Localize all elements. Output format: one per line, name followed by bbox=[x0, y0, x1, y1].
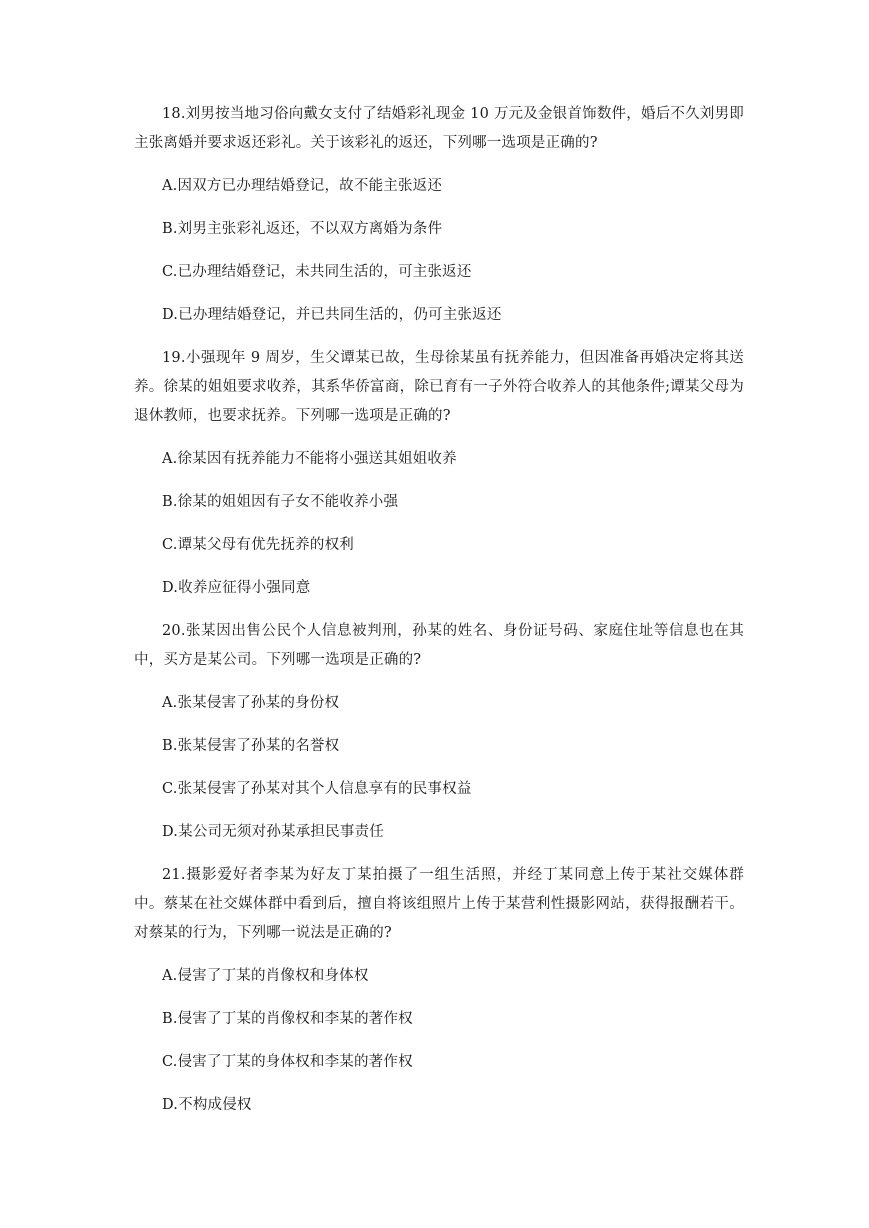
option-d: D.某公司无须对孙某承担民事责任 bbox=[162, 824, 384, 840]
option-d: D.收养应征得小强同意 bbox=[162, 580, 311, 596]
option-c: C.谭某父母有优先抚养的权利 bbox=[162, 537, 354, 553]
option-c: C.侵害了丁某的身体权和李某的著作权 bbox=[162, 1054, 413, 1070]
option-b: B.刘男主张彩礼返还，不以双方离婚为条件 bbox=[162, 221, 443, 237]
option-a: A.因双方已办理结婚登记，故不能主张返还 bbox=[162, 178, 443, 194]
option-b: B.张某侵害了孙某的名誉权 bbox=[162, 738, 340, 754]
question-stem: 18.刘男按当地习俗向戴女支付了结婚彩礼现金 10 万元及金银首饰数件，婚后不久刘男即主张离婚并要求返还彩礼。关于该彩礼的返还，下列哪一选项是正确的? bbox=[134, 106, 744, 151]
option-a: A.徐某因有抚养能力不能将小强送其姐姐收养 bbox=[162, 451, 457, 467]
option-b: B.侵害了丁某的肖像权和李某的著作权 bbox=[162, 1011, 413, 1027]
question-stem: 21.摄影爱好者李某为好友丁某拍摄了一组生活照，并经丁某同意上传于某社交媒体群中。蔡某在社交媒体群中看到后，擅自将该组照片上传于某营利性摄影网站，获得报酬若干。对蔡某的行为，下列哪一说法是正确的? bbox=[134, 867, 744, 941]
option-c: C.已办理结婚登记，未共同生活的，可主张返还 bbox=[162, 264, 472, 280]
question-stem: 20.张某因出售公民个人信息被判刑，孙某的姓名、身份证号码、家庭住址等信息也在其中，买方是某公司。下列哪一选项是正确的? bbox=[134, 623, 744, 668]
option-d: D.已办理结婚登记，并已共同生活的，仍可主张返还 bbox=[162, 307, 502, 323]
document-page bbox=[134, 100, 744, 1120]
option-a: A.侵害了丁某的肖像权和身体权 bbox=[162, 968, 369, 984]
option-a: A.张某侵害了孙某的身份权 bbox=[162, 695, 340, 711]
question-stem: 19.小强现年 9 周岁，生父谭某已故，生母徐某虽有抚养能力，但因准备再婚决定将其送养。徐某的姐姐要求收养，其系华侨富商，除已育有一子外符合收养人的其他条件;谭某父母为退休教师，也要求抚养。下列哪一选项是正确的? bbox=[134, 350, 744, 424]
option-b: B.徐某的姐姐因有子女不能收养小强 bbox=[162, 494, 399, 510]
option-d: D.不构成侵权 bbox=[162, 1097, 252, 1113]
question-20 bbox=[134, 617, 744, 861]
question-21 bbox=[134, 861, 744, 1120]
question-19 bbox=[134, 344, 744, 617]
question-18 bbox=[134, 100, 744, 344]
option-c: C.张某侵害了孙某对其个人信息享有的民事权益 bbox=[162, 781, 472, 797]
